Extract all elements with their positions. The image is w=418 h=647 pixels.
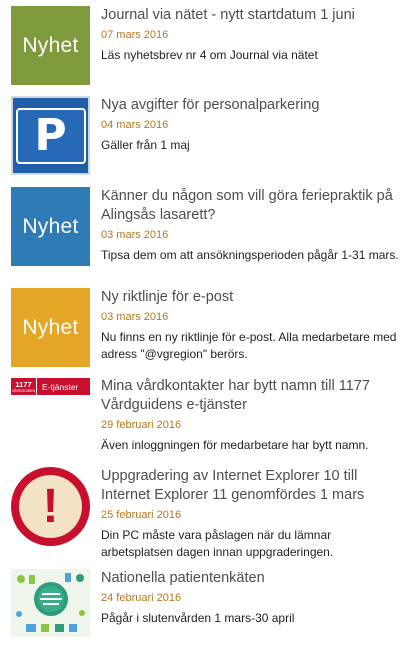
news-description: Pågår i slutenvården 1 mars-30 april [101, 611, 295, 625]
warning-icon [11, 467, 90, 546]
news-title[interactable]: Nya avgifter för personalparkering [101, 97, 320, 113]
exclamation-mark: ! [42, 479, 59, 533]
news-item[interactable] [0, 288, 418, 370]
news-description: Din PC måste vara påslagen när du lämnar arbetsplatsen dagen innan uppgraderingen. [101, 528, 334, 559]
news-title[interactable]: Mina vårdkontakter har bytt namn till 1177 Vårdguidens e-tjänster [101, 378, 370, 413]
news-description: Läs nyhetsbrev nr 4 om Journal via nätet [101, 48, 318, 62]
nyhet-badge-image [11, 187, 90, 266]
vardguiden-etjanster-logo [11, 378, 90, 395]
news-thumbnail[interactable] [11, 96, 90, 175]
nyhet-badge-text: Nyhet [22, 315, 79, 339]
news-date: 03 mars 2016 [101, 311, 169, 323]
news-description: Även inloggningen för medarbetare har bytt namn. [101, 438, 369, 452]
news-date: 29 februari 2016 [101, 419, 182, 431]
news-date: 25 februari 2016 [101, 509, 182, 521]
news-date: 04 mars 2016 [101, 119, 169, 131]
news-item[interactable] [0, 467, 418, 559]
news-title[interactable]: Ny riktlinje för e-post [101, 289, 234, 305]
etjanster-label: E-tjänster [42, 381, 79, 392]
nyhet-badge-text: Nyhet [22, 33, 79, 57]
parking-letter: P [34, 110, 67, 161]
news-item[interactable] [0, 377, 418, 459]
vardguiden-subtext: VÅRDGUIDEN [11, 388, 36, 393]
parking-sign-image [11, 96, 90, 175]
news-item[interactable] [0, 187, 418, 279]
news-thumbnail[interactable] [11, 378, 90, 395]
nyhet-badge-image [11, 6, 90, 85]
news-description: Tipsa dem om att ansökningsperioden pågår 1-31 mars. [101, 248, 399, 262]
news-item[interactable] [0, 96, 418, 178]
news-thumbnail[interactable] [11, 6, 90, 85]
news-item[interactable] [0, 6, 418, 88]
parking-sign-plate [16, 108, 86, 164]
news-title[interactable]: Uppgradering av Internet Explorer 10 till Internet Explorer 11 genomfördes 1 mars [101, 468, 365, 503]
news-title[interactable]: Känner du någon som vill göra feriepraktik på Alingsås lasarett? [101, 188, 393, 223]
news-thumbnail[interactable] [11, 187, 90, 266]
news-thumbnail[interactable] [11, 569, 90, 637]
nyhet-badge-image [11, 288, 90, 367]
warning-icon-inner [19, 475, 82, 538]
vardguiden-logo-mark [11, 378, 37, 395]
news-date: 24 februari 2016 [101, 592, 182, 604]
patient-survey-image [11, 569, 90, 637]
news-description: Gäller från 1 maj [101, 138, 190, 152]
news-date: 07 mars 2016 [101, 29, 169, 41]
news-title[interactable]: Nationella patientenkäten [101, 570, 265, 586]
news-item[interactable] [0, 569, 418, 641]
news-title[interactable]: Journal via nätet - nytt startdatum 1 juni [101, 7, 355, 23]
news-description: Nu finns en ny riktlinje för e-post. Alla medarbetare med adress "@vgregion" berörs. [101, 330, 397, 361]
news-date: 03 mars 2016 [101, 229, 169, 241]
patient-survey-illustration [11, 569, 90, 637]
news-thumbnail[interactable] [11, 467, 90, 546]
news-thumbnail[interactable] [11, 288, 90, 367]
vardguiden-number: 1177 [15, 379, 32, 389]
nyhet-badge-text: Nyhet [22, 214, 79, 238]
